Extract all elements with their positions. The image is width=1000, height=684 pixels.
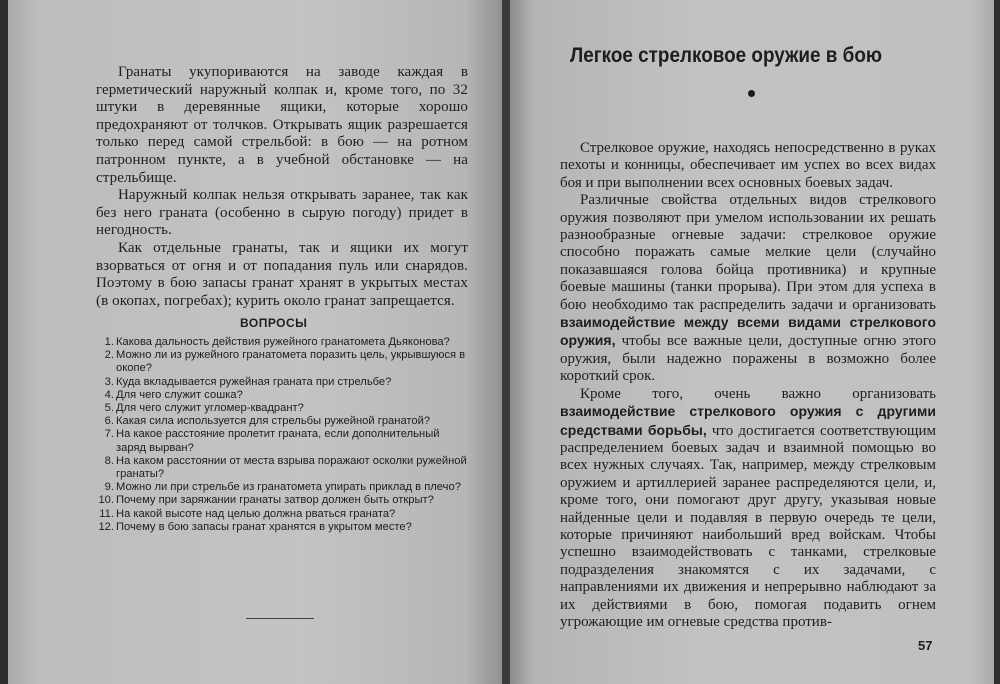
question-number: 9. xyxy=(104,481,114,494)
emphasis-text: взаимодействие стрелкового оружия с другими средствами борьбы, xyxy=(560,403,936,438)
question-number: 5. xyxy=(104,402,114,415)
question-number: 10. xyxy=(98,494,114,507)
paragraph-text: чтобы все важные цели, доступные огню этого оружия, были надежно поражены в возможно более короткий срок. xyxy=(560,333,936,385)
paragraph-text: что достигается соответствующим распределением боевых задач и взаимной помощью во всех нужных случаях. Так, например, между стрелковым оружием и артиллерией заранее распределяются цели, и, кроме того, они помогают друг другу, указывая новые найденные цели и подавляя в первую очередь те цели, которые причиняют наибольший вред войскам. Чтобы успешно взаимодействовать с танками, стрелковые подразделения знакомятся с их задачами, с направлениями их движения и непрерывно наблюдают за их действиями в бою, помогая подавить огнем угрожающие им огневые средства против- xyxy=(560,422,937,630)
paragraph-text: Кроме того, очень важно организовать xyxy=(580,385,936,402)
question-text: Какая сила используется для стрельбы ружейной гранатой? xyxy=(116,415,431,428)
question-number: 7. xyxy=(104,428,114,441)
question-item xyxy=(98,455,470,481)
question-item xyxy=(98,428,470,454)
question-text: На какой высоте над целью должна рваться граната? xyxy=(116,507,396,520)
question-text: На какое расстояние пролетит граната, если дополнительный заряд вырван? xyxy=(116,428,440,454)
left-paragraph-2: Наружный колпак нельзя открывать заранее, так как без него граната (особенно в сырую погоду) придет в негодность. xyxy=(96,187,468,239)
question-item xyxy=(98,349,470,375)
title-ornament-dot xyxy=(748,90,755,97)
question-item xyxy=(98,415,470,428)
question-item xyxy=(98,389,470,402)
question-number: 8. xyxy=(104,454,114,467)
question-number: 12. xyxy=(98,520,114,533)
question-number: 2. xyxy=(104,349,114,362)
right-paragraph-2 xyxy=(560,192,936,385)
questions-list xyxy=(98,336,470,534)
emphasis-text: взаимодействие между всеми видами стрелкового оружия, xyxy=(560,314,936,349)
chapter-title: Легкое стрелковое оружие в бою xyxy=(570,44,883,67)
question-item xyxy=(98,336,470,349)
question-number: 6. xyxy=(104,415,114,428)
questions-heading: ВОПРОСЫ xyxy=(240,316,308,330)
question-text: Для чего служит сошка? xyxy=(116,388,243,401)
question-number: 1. xyxy=(104,336,114,348)
left-paragraph-1: Гранаты укупориваются на заводе каждая в герметический наружный колпак и, кроме того, по 32 штуки в деревянные ящики, которые хорошо предохраняют от толчков. Открывать ящик разрешается только перед самой стрельбой: в бою — на ротном патронном пункте, а в учебной обстановке — на стрельбище. xyxy=(96,64,468,186)
question-text: Можно ли при стрельбе из гранатомета упирать приклад в плечо? xyxy=(116,481,461,494)
question-item xyxy=(98,376,470,389)
question-number: 4. xyxy=(104,388,114,401)
question-number: 11. xyxy=(99,507,114,520)
paragraph-text: Различные свойства отдельных видов стрелкового оружия позволяют при умелом использовании их решать разнообразные огневые задачи: стрелковое оружие способно поражать самые мелкие цели (случайно показавшаяся голова бойца противника) и крупные боевые машины (танки прорыва). При этом для успеха в бою необходимо так распределить задачи и организовать xyxy=(560,192,936,313)
question-item xyxy=(98,402,470,415)
question-text: Какова дальность действия ружейного гранатомета Дьяконова? xyxy=(116,336,450,348)
right-paragraph-1: Стрелковое оружие, находясь непосредственно в руках пехоты и конницы, обеспечивает им успех во всех видах боя и при выполнении всех основных боевых задач. xyxy=(560,140,936,191)
left-body xyxy=(96,64,468,310)
question-text: На каком расстоянии от места взрыва поражают осколки ружейной гранаты? xyxy=(116,454,467,481)
section-divider xyxy=(246,618,314,619)
question-text: Почему в бою запасы гранат хранятся в укрытом месте? xyxy=(116,520,412,533)
question-number: 3. xyxy=(104,375,114,388)
right-body xyxy=(560,140,936,631)
question-item xyxy=(98,481,470,494)
left-paragraph-3: Как отдельные гранаты, так и ящики их могут взорваться от огня и от попадания пуль или снарядов. Поэтому в бою запасы гранат хранят в укрытых местах (в окопах, погребах); курить около гранат запрещается. xyxy=(96,239,468,309)
question-text: Почему при заряжании гранаты затвор должен быть открыт? xyxy=(116,494,434,507)
right-paragraph-3 xyxy=(560,386,936,632)
question-item xyxy=(98,508,470,521)
question-text: Куда вкладывается ружейная граната при стрельбе? xyxy=(116,375,392,388)
page-number: 57 xyxy=(918,638,933,653)
question-text: Для чего служит угломер-квадрант? xyxy=(116,402,304,415)
question-item xyxy=(98,521,470,534)
question-text: Можно ли из ружейного гранатомета поразить цель, укрывшуюся в окопе? xyxy=(116,349,466,375)
question-item xyxy=(98,494,470,507)
